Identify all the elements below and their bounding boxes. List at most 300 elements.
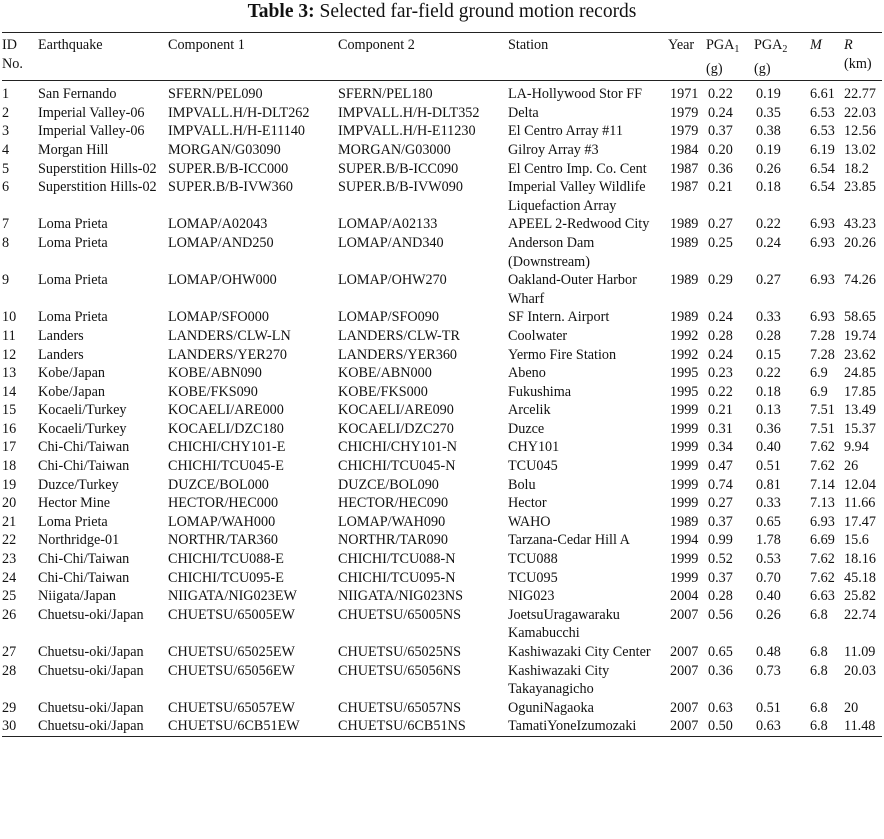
cell-distance: 20.26 bbox=[844, 234, 876, 251]
cell-pga2: 0.40 bbox=[756, 588, 781, 605]
cell-pga1: 0.22 bbox=[708, 383, 733, 400]
cell-earthquake: San Fernando bbox=[38, 86, 117, 103]
header-pga1-subscript: 1 bbox=[734, 44, 740, 55]
cell-station: JoetsuUragawaraku Kamabucchi bbox=[508, 606, 620, 642]
cell-pga1: 0.20 bbox=[708, 141, 733, 158]
cell-component-2: KOCAELI/DZC270 bbox=[338, 420, 454, 437]
cell-earthquake: Chuetsu-oki/Japan bbox=[38, 699, 144, 716]
cell-year: 1971 bbox=[670, 86, 699, 103]
cell-pga2: 0.51 bbox=[756, 699, 781, 716]
cell-component-1: SFERN/PEL090 bbox=[168, 86, 263, 103]
cell-station: Yermo Fire Station bbox=[508, 346, 617, 363]
cell-magnitude: 6.93 bbox=[810, 513, 835, 530]
cell-id: 16 bbox=[2, 420, 17, 437]
cell-pga1: 0.29 bbox=[708, 272, 733, 289]
cell-earthquake: Chuetsu-oki/Japan bbox=[38, 644, 144, 660]
table-label: Table 3: bbox=[247, 1, 315, 22]
cell-magnitude: 6.53 bbox=[810, 123, 835, 140]
cell-component-2: IMPVALL.H/H-E11230 bbox=[338, 123, 476, 140]
cell-pga2: 0.26 bbox=[756, 160, 781, 177]
cell-id: 24 bbox=[2, 569, 17, 586]
cell-pga1: 0.25 bbox=[708, 234, 733, 251]
table-row bbox=[2, 104, 882, 123]
cell-year: 1994 bbox=[670, 532, 699, 549]
cell-earthquake: Northridge-01 bbox=[38, 532, 120, 549]
cell-year: 1987 bbox=[670, 179, 699, 196]
cell-component-1: KOBE/ABN090 bbox=[168, 365, 262, 382]
cell-distance: 23.62 bbox=[844, 346, 876, 363]
cell-station: APEEL 2-Redwood City bbox=[508, 216, 650, 233]
cell-pga2: 0.53 bbox=[756, 551, 781, 568]
cell-pga2: 0.40 bbox=[756, 439, 781, 456]
cell-year: 1999 bbox=[670, 569, 699, 586]
cell-station: Anderson Dam (Downstream) bbox=[508, 234, 595, 270]
cell-year: 1992 bbox=[670, 346, 699, 363]
cell-distance: 15.37 bbox=[844, 420, 876, 437]
cell-pga2: 0.22 bbox=[756, 216, 781, 233]
table-row bbox=[2, 308, 882, 327]
cell-pga2: 0.26 bbox=[756, 606, 781, 623]
cell-pga2: 0.36 bbox=[756, 420, 781, 437]
cell-year: 1999 bbox=[670, 495, 699, 512]
cell-distance: 13.02 bbox=[844, 141, 876, 158]
cell-component-1: CHICHI/CHY101-E bbox=[168, 439, 286, 456]
cell-magnitude: 6.54 bbox=[810, 179, 835, 196]
cell-id: 19 bbox=[2, 476, 17, 493]
cell-pga2: 0.63 bbox=[756, 718, 781, 735]
cell-station: Bolu bbox=[508, 476, 536, 493]
cell-id: 8 bbox=[2, 234, 10, 251]
cell-earthquake: Kocaeli/Turkey bbox=[38, 420, 127, 437]
cell-magnitude: 6.63 bbox=[810, 588, 835, 605]
table-row bbox=[2, 476, 882, 495]
cell-earthquake: Loma Prieta bbox=[38, 216, 108, 233]
cell-station: Oakland-Outer Harbor Wharf bbox=[508, 272, 637, 307]
cell-magnitude: 6.69 bbox=[810, 532, 835, 549]
cell-station: Coolwater bbox=[508, 327, 568, 344]
cell-id: 21 bbox=[2, 513, 17, 530]
cell-component-1: KOCAELI/DZC180 bbox=[168, 420, 284, 437]
cell-pga1: 0.37 bbox=[708, 123, 733, 140]
cell-distance: 11.48 bbox=[844, 718, 876, 735]
cell-component-1: SUPER.B/B-ICC000 bbox=[168, 160, 289, 177]
cell-earthquake: Chi-Chi/Taiwan bbox=[38, 439, 130, 456]
cell-id: 11 bbox=[2, 327, 16, 344]
cell-magnitude: 6.93 bbox=[810, 309, 835, 326]
cell-component-1: LOMAP/AND250 bbox=[168, 234, 274, 251]
cell-pga1: 0.37 bbox=[708, 513, 733, 530]
table-row bbox=[2, 643, 882, 662]
cell-year: 2004 bbox=[670, 588, 699, 605]
cell-component-2: LOMAP/A02133 bbox=[338, 216, 438, 233]
cell-station: El Centro Imp. Co. Cent bbox=[508, 160, 647, 177]
cell-magnitude: 7.62 bbox=[810, 551, 835, 568]
cell-magnitude: 6.54 bbox=[810, 160, 835, 177]
cell-id: 15 bbox=[2, 402, 17, 419]
cell-distance: 74.26 bbox=[844, 272, 876, 289]
header-magnitude: M bbox=[810, 37, 822, 53]
cell-distance: 13.49 bbox=[844, 402, 876, 419]
cell-earthquake: Superstition Hills-02 bbox=[38, 179, 157, 196]
cell-component-2: SUPER.B/B-ICC090 bbox=[338, 160, 459, 177]
cell-component-2: LANDERS/YER360 bbox=[338, 346, 458, 363]
cell-component-1: CHICHI/TCU095-E bbox=[168, 569, 284, 586]
cell-pga1: 0.31 bbox=[708, 420, 733, 437]
cell-component-1: LANDERS/YER270 bbox=[168, 346, 288, 363]
cell-earthquake: Loma Prieta bbox=[38, 272, 108, 289]
cell-magnitude: 6.8 bbox=[810, 644, 828, 660]
cell-station: El Centro Array #11 bbox=[508, 123, 623, 140]
cell-distance: 22.77 bbox=[844, 86, 876, 103]
cell-distance: 11.66 bbox=[844, 495, 876, 512]
cell-id: 20 bbox=[2, 495, 17, 512]
cell-id: 17 bbox=[2, 439, 17, 456]
cell-pga1: 0.36 bbox=[708, 160, 733, 177]
header-component-1: Component 1 bbox=[168, 37, 245, 53]
cell-pga1: 0.47 bbox=[708, 458, 733, 475]
cell-distance: 23.85 bbox=[844, 179, 876, 196]
cell-id: 13 bbox=[2, 365, 17, 382]
header-pga1-unit: (g) bbox=[706, 60, 723, 77]
cell-station: WAHO bbox=[508, 513, 551, 530]
cell-distance: 17.85 bbox=[844, 383, 876, 400]
cell-component-1: CHUETSU/6CB51EW bbox=[168, 718, 300, 735]
cell-year: 1979 bbox=[670, 123, 699, 140]
cell-magnitude: 6.9 bbox=[810, 383, 828, 400]
cell-component-2: LOMAP/OHW270 bbox=[338, 272, 447, 289]
cell-distance: 22.03 bbox=[844, 104, 876, 121]
header-pga2-label: PGA bbox=[754, 37, 783, 53]
cell-id: 18 bbox=[2, 458, 17, 475]
cell-component-2: CHUETSU/65057NS bbox=[338, 699, 461, 716]
cell-distance: 20.03 bbox=[844, 662, 876, 679]
cell-earthquake: Loma Prieta bbox=[38, 513, 108, 530]
table-row bbox=[2, 717, 882, 736]
cell-pga1: 0.23 bbox=[708, 365, 733, 382]
cell-component-1: KOBE/FKS090 bbox=[168, 383, 258, 400]
table-row bbox=[2, 531, 882, 550]
cell-earthquake: Kobe/Japan bbox=[38, 365, 105, 382]
cell-pga1: 0.27 bbox=[708, 216, 733, 233]
cell-year: 2007 bbox=[670, 662, 699, 679]
cell-component-2: KOBE/ABN000 bbox=[338, 365, 432, 382]
cell-earthquake: Duzce/Turkey bbox=[38, 476, 119, 493]
cell-distance: 9.94 bbox=[844, 439, 869, 456]
cell-component-1: NIIGATA/NIG023EW bbox=[168, 588, 297, 605]
cell-pga2: 0.18 bbox=[756, 383, 781, 400]
table-row bbox=[2, 346, 882, 365]
header-pga1-label: PGA bbox=[706, 37, 735, 53]
cell-station: Imperial Valley Wildlife Liquefaction Array bbox=[508, 179, 646, 214]
table-row bbox=[2, 550, 882, 569]
cell-component-2: MORGAN/G03000 bbox=[338, 141, 451, 158]
cell-year: 1999 bbox=[670, 439, 699, 456]
cell-magnitude: 7.62 bbox=[810, 569, 835, 586]
cell-component-1: HECTOR/HEC000 bbox=[168, 495, 279, 512]
ground-motion-table bbox=[2, 32, 882, 737]
cell-pga1: 0.24 bbox=[708, 104, 733, 121]
cell-distance: 25.82 bbox=[844, 588, 876, 605]
cell-magnitude: 6.93 bbox=[810, 216, 835, 233]
cell-station: TamatiYoneIzumozaki bbox=[508, 718, 637, 735]
header-distance-label: R bbox=[844, 37, 853, 53]
cell-year: 2007 bbox=[670, 606, 699, 623]
cell-pga1: 0.36 bbox=[708, 662, 733, 679]
cell-earthquake: Chi-Chi/Taiwan bbox=[38, 458, 130, 475]
cell-earthquake: Chuetsu-oki/Japan bbox=[38, 662, 144, 679]
table-row bbox=[2, 178, 882, 215]
cell-component-1: IMPVALL.H/H-E11140 bbox=[168, 123, 306, 140]
cell-id: 30 bbox=[2, 718, 17, 735]
table-row bbox=[2, 81, 882, 104]
table-row bbox=[2, 383, 882, 402]
cell-earthquake: Loma Prieta bbox=[38, 234, 108, 251]
cell-pga1: 0.27 bbox=[708, 495, 733, 512]
cell-component-1: IMPVALL.H/H-DLT262 bbox=[168, 104, 310, 121]
table-row bbox=[2, 364, 882, 383]
cell-id: 12 bbox=[2, 346, 17, 363]
table-row bbox=[2, 699, 882, 718]
header-distance bbox=[844, 33, 882, 81]
cell-component-1: CHUETSU/65005EW bbox=[168, 606, 295, 623]
cell-distance: 19.74 bbox=[844, 327, 876, 344]
cell-pga1: 0.74 bbox=[708, 476, 733, 493]
cell-id: 9 bbox=[2, 272, 10, 289]
cell-pga1: 0.37 bbox=[708, 569, 733, 586]
cell-pga2: 0.33 bbox=[756, 495, 781, 512]
cell-component-1: LANDERS/CLW-LN bbox=[168, 327, 291, 344]
cell-earthquake: Hector Mine bbox=[38, 495, 111, 512]
cell-id: 5 bbox=[2, 160, 10, 177]
table-row bbox=[2, 513, 882, 532]
header-pga1 bbox=[706, 33, 754, 81]
cell-station: CHY101 bbox=[508, 439, 560, 456]
cell-component-2: DUZCE/BOL090 bbox=[338, 476, 439, 493]
cell-station: Arcelik bbox=[508, 402, 551, 419]
cell-year: 1987 bbox=[670, 160, 699, 177]
header-pga2-unit: (g) bbox=[754, 60, 771, 77]
cell-distance: 58.65 bbox=[844, 309, 876, 326]
cell-pga1: 0.52 bbox=[708, 551, 733, 568]
cell-pga1: 0.24 bbox=[708, 309, 733, 326]
cell-id: 3 bbox=[2, 123, 10, 140]
table-row bbox=[2, 215, 882, 234]
cell-component-2: SFERN/PEL180 bbox=[338, 86, 433, 103]
cell-earthquake: Chuetsu-oki/Japan bbox=[38, 606, 144, 623]
cell-magnitude: 7.14 bbox=[810, 476, 835, 493]
cell-magnitude: 7.28 bbox=[810, 327, 835, 344]
cell-component-2: LOMAP/AND340 bbox=[338, 234, 444, 251]
table-row bbox=[2, 606, 882, 643]
cell-component-2: CHICHI/TCU088-N bbox=[338, 551, 456, 568]
cell-pga2: 0.19 bbox=[756, 86, 781, 103]
cell-magnitude: 6.8 bbox=[810, 662, 828, 679]
cell-component-2: CHICHI/CHY101-N bbox=[338, 439, 458, 456]
table-row bbox=[2, 141, 882, 160]
cell-distance: 17.47 bbox=[844, 513, 876, 530]
cell-component-1: SUPER.B/B-IVW360 bbox=[168, 179, 293, 196]
cell-pga1: 0.50 bbox=[708, 718, 733, 735]
cell-earthquake: Superstition Hills-02 bbox=[38, 160, 157, 177]
cell-station: LA-Hollywood Stor FF bbox=[508, 86, 643, 103]
cell-earthquake: Chi-Chi/Taiwan bbox=[38, 569, 130, 586]
cell-component-1: LOMAP/OHW000 bbox=[168, 272, 277, 289]
cell-pga2: 0.81 bbox=[756, 476, 781, 493]
table-row bbox=[2, 662, 882, 699]
cell-earthquake: Landers bbox=[38, 327, 84, 344]
cell-pga2: 0.19 bbox=[756, 141, 781, 158]
cell-pga2: 0.24 bbox=[756, 234, 781, 251]
cell-pga2: 0.15 bbox=[756, 346, 781, 363]
cell-station: Hector bbox=[508, 495, 547, 512]
cell-distance: 15.6 bbox=[844, 532, 869, 549]
table-title: Selected far-field ground motion records bbox=[319, 1, 637, 22]
header-earthquake: Earthquake bbox=[38, 37, 103, 53]
cell-id: 4 bbox=[2, 141, 10, 158]
cell-year: 1995 bbox=[670, 383, 699, 400]
cell-pga1: 0.21 bbox=[708, 179, 733, 196]
cell-year: 2007 bbox=[670, 718, 699, 735]
cell-component-1: NORTHR/TAR360 bbox=[168, 532, 278, 549]
cell-earthquake: Loma Prieta bbox=[38, 309, 108, 326]
cell-distance: 26 bbox=[844, 458, 859, 475]
cell-id: 25 bbox=[2, 588, 17, 605]
cell-pga2: 0.22 bbox=[756, 365, 781, 382]
cell-station: Kashiwazaki City Takayanagicho bbox=[508, 662, 610, 698]
cell-pga1: 0.65 bbox=[708, 644, 733, 660]
cell-magnitude: 6.53 bbox=[810, 104, 835, 121]
cell-station: Tarzana-Cedar Hill A bbox=[508, 532, 630, 549]
cell-station: Delta bbox=[508, 104, 539, 121]
cell-pga1: 0.56 bbox=[708, 606, 733, 623]
cell-magnitude: 6.8 bbox=[810, 699, 828, 716]
cell-station: Gilroy Array #3 bbox=[508, 141, 599, 158]
cell-pga1: 0.63 bbox=[708, 699, 733, 716]
cell-year: 1989 bbox=[670, 309, 699, 326]
cell-distance: 43.23 bbox=[844, 216, 876, 233]
cell-id: 6 bbox=[2, 179, 10, 196]
cell-year: 1989 bbox=[670, 234, 699, 251]
cell-pga2: 0.28 bbox=[756, 327, 781, 344]
cell-component-2: KOCAELI/ARE090 bbox=[338, 402, 454, 419]
cell-year: 1979 bbox=[670, 104, 699, 121]
cell-pga1: 0.24 bbox=[708, 346, 733, 363]
cell-component-2: CHUETSU/65025NS bbox=[338, 644, 461, 660]
cell-station: Fukushima bbox=[508, 383, 572, 400]
cell-pga1: 0.22 bbox=[708, 86, 733, 103]
cell-component-2: CHICHI/TCU045-N bbox=[338, 458, 456, 475]
cell-year: 1999 bbox=[670, 476, 699, 493]
cell-station: Duzce bbox=[508, 420, 545, 437]
cell-earthquake: Niigata/Japan bbox=[38, 588, 117, 605]
cell-station: TCU088 bbox=[508, 551, 558, 568]
cell-pga2: 0.33 bbox=[756, 309, 781, 326]
cell-pga2: 0.18 bbox=[756, 179, 781, 196]
table-row bbox=[2, 494, 882, 513]
cell-component-2: LOMAP/SFO090 bbox=[338, 309, 439, 326]
cell-id: 2 bbox=[2, 104, 10, 121]
cell-year: 1999 bbox=[670, 402, 699, 419]
cell-distance: 12.04 bbox=[844, 476, 876, 493]
cell-year: 1989 bbox=[670, 272, 699, 289]
cell-component-1: CHUETSU/65025EW bbox=[168, 644, 295, 660]
cell-year: 2007 bbox=[670, 644, 699, 660]
cell-magnitude: 6.8 bbox=[810, 606, 828, 623]
cell-distance: 22.74 bbox=[844, 606, 876, 623]
cell-earthquake: Kobe/Japan bbox=[38, 383, 105, 400]
cell-pga1: 0.99 bbox=[708, 532, 733, 549]
cell-component-1: KOCAELI/ARE000 bbox=[168, 402, 284, 419]
cell-year: 1984 bbox=[670, 141, 699, 158]
cell-year: 1995 bbox=[670, 365, 699, 382]
cell-component-2: CHUETSU/65056NS bbox=[338, 662, 461, 679]
cell-year: 1992 bbox=[670, 327, 699, 344]
table-caption bbox=[0, 0, 884, 27]
cell-component-2: CHICHI/TCU095-N bbox=[338, 569, 456, 586]
header-year: Year bbox=[668, 37, 695, 53]
cell-pga2: 0.27 bbox=[756, 272, 781, 289]
cell-id: 14 bbox=[2, 383, 17, 400]
cell-distance: 12.56 bbox=[844, 123, 876, 140]
cell-magnitude: 6.93 bbox=[810, 272, 835, 289]
cell-component-2: CHUETSU/6CB51NS bbox=[338, 718, 466, 735]
cell-station: SF Intern. Airport bbox=[508, 309, 610, 326]
cell-pga2: 1.78 bbox=[756, 532, 781, 549]
cell-station: NIG023 bbox=[508, 588, 555, 605]
cell-id: 29 bbox=[2, 699, 17, 716]
cell-component-1: CHICHI/TCU088-E bbox=[168, 551, 284, 568]
table-row bbox=[2, 457, 882, 476]
cell-pga2: 0.38 bbox=[756, 123, 781, 140]
cell-distance: 18.16 bbox=[844, 551, 876, 568]
cell-id: 27 bbox=[2, 644, 17, 660]
header-row bbox=[2, 33, 882, 81]
cell-component-1: CHUETSU/65057EW bbox=[168, 699, 295, 716]
cell-earthquake: Kocaeli/Turkey bbox=[38, 402, 127, 419]
cell-id: 28 bbox=[2, 662, 17, 679]
cell-magnitude: 6.19 bbox=[810, 141, 835, 158]
cell-pga2: 0.70 bbox=[756, 569, 781, 586]
cell-magnitude: 7.51 bbox=[810, 420, 835, 437]
table-row bbox=[2, 420, 882, 439]
cell-station: Kashiwazaki City Center bbox=[508, 644, 651, 660]
cell-pga1: 0.21 bbox=[708, 402, 733, 419]
table-row bbox=[2, 271, 882, 308]
cell-station: OguniNagaoka bbox=[508, 699, 594, 716]
table-row bbox=[2, 569, 882, 588]
header-pga2-subscript: 2 bbox=[782, 44, 788, 55]
cell-year: 1989 bbox=[670, 216, 699, 233]
cell-id: 7 bbox=[2, 216, 10, 233]
cell-magnitude: 6.9 bbox=[810, 365, 828, 382]
table-body bbox=[2, 81, 882, 737]
cell-component-2: NORTHR/TAR090 bbox=[338, 532, 448, 549]
cell-component-1: CHICHI/TCU045-E bbox=[168, 458, 284, 475]
cell-component-2: LANDERS/CLW-TR bbox=[338, 327, 460, 344]
cell-component-1: DUZCE/BOL000 bbox=[168, 476, 269, 493]
cell-earthquake: Chuetsu-oki/Japan bbox=[38, 718, 144, 735]
cell-earthquake: Landers bbox=[38, 346, 84, 363]
cell-pga1: 0.28 bbox=[708, 327, 733, 344]
cell-component-2: IMPVALL.H/H-DLT352 bbox=[338, 104, 480, 121]
header-pga2 bbox=[754, 33, 810, 81]
header-distance-unit: (km) bbox=[844, 55, 872, 72]
cell-earthquake: Imperial Valley-06 bbox=[38, 123, 145, 140]
cell-year: 1989 bbox=[670, 513, 699, 530]
cell-component-2: LOMAP/WAH090 bbox=[338, 513, 446, 530]
cell-magnitude: 6.8 bbox=[810, 718, 828, 735]
table-row bbox=[2, 587, 882, 606]
